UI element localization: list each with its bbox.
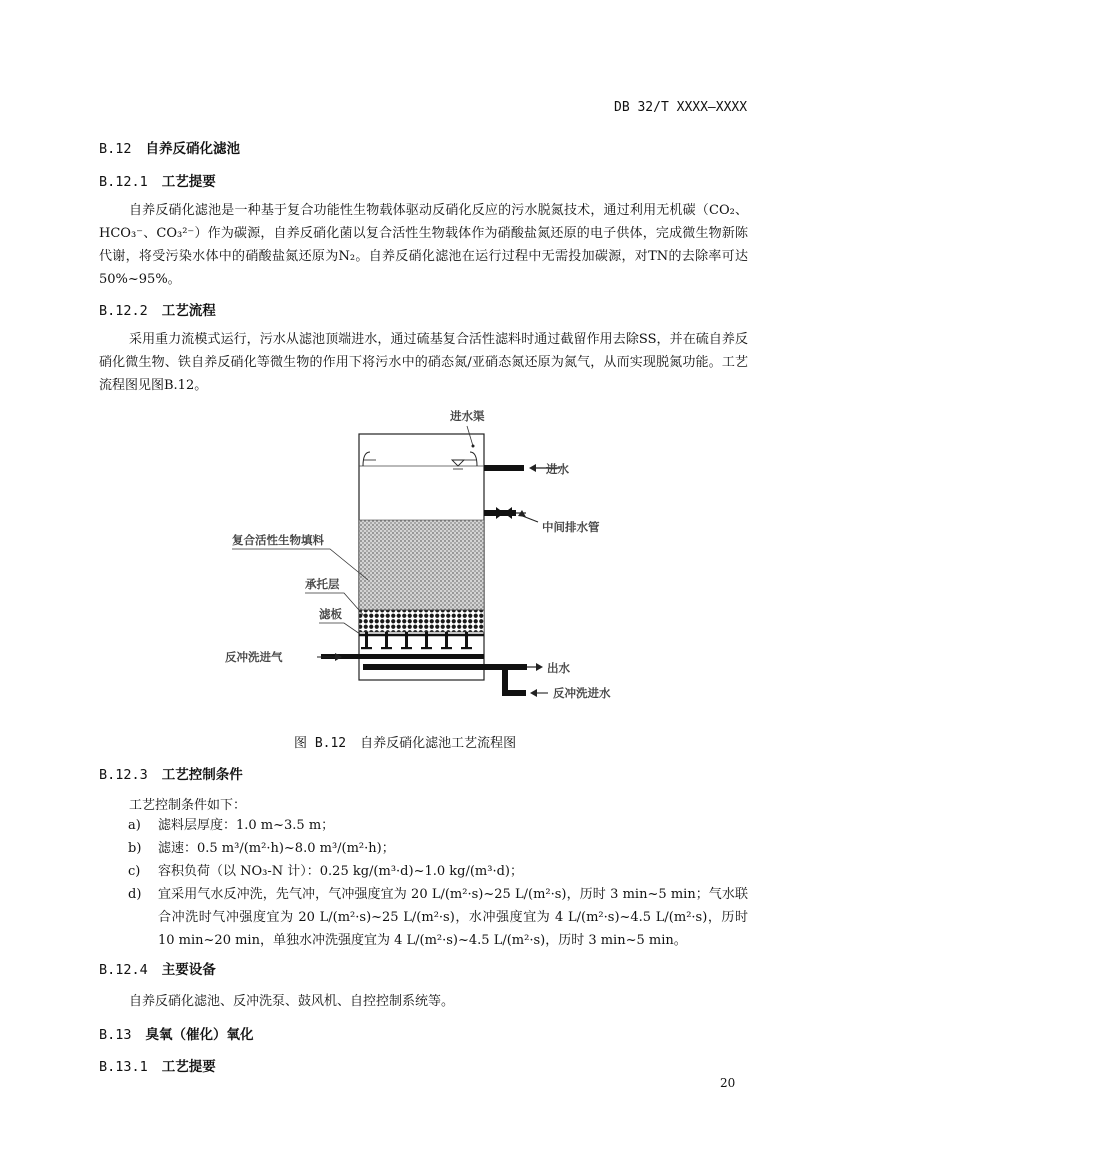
section-number: B.12.2: [99, 303, 148, 319]
backwash-air-pipe: [321, 654, 484, 659]
label-bio-media: 复合活性生物填料: [232, 533, 324, 547]
list-item: [99, 814, 748, 837]
section-b12-2-heading: [99, 299, 216, 319]
list-item-label: c): [128, 864, 141, 879]
paragraph-process-summary: 自养反硝化滤池是一种基于复合功能性生物载体驱动反硝化反应的污水脱氮技术，通过利用无机碳（CO₂、HCO₃⁻、CO₃²⁻）作为碳源，自养反硝化菌以复合活性生物载体作为硝酸盐氮还原的电子供体，完成微生物新陈代谢，将受污染水体中的硝酸盐氮还原为N₂。自养反硝化滤池在运行过程中无需投加碳源，对TN的去除率可达50%~95%。: [99, 203, 748, 287]
list-item-label: a): [128, 818, 141, 833]
label-mid-drain: 中间排水管: [542, 520, 600, 534]
section-title: 主要设备: [161, 962, 216, 978]
figure-title: 自养反硝化滤池工艺流程图: [360, 736, 517, 751]
section-title: 工艺提要: [161, 1059, 216, 1075]
paragraph-main-equipment: 自养反硝化滤池、反冲洗泵、鼓风机、自控控制系统等。: [129, 994, 455, 1009]
figure-number: 图 B.12: [294, 736, 347, 751]
section-number: B.12.3: [99, 767, 148, 783]
section-number: B.13: [99, 1027, 132, 1043]
section-b12-1-heading: [99, 170, 216, 190]
section-b12-4-heading: [99, 958, 216, 978]
section-b12-heading: [99, 137, 240, 157]
label-inlet-channel: 进水渠: [450, 409, 485, 423]
conditions-intro: 工艺控制条件如下：: [129, 798, 247, 813]
section-title: 工艺流程: [161, 303, 216, 319]
conditions-list: [99, 814, 748, 952]
list-item-text: 滤速：0.5 m³/(m²·h)~8.0 m³/(m²·h)；: [158, 841, 395, 856]
list-item-text: 宜采用气水反冲洗，先气冲，气冲强度宜为 20 L/(m²·s)~25 L/(m²·s)，历时 3 min~5 min；气水联合冲洗时气冲强度宜为 20 L/(m²·s)~25 L/(m²·s)，水冲强度宜为 4 L/(m²·s)~4.5 L/(m²·s)，历时 10 min~20 min，单独水冲洗强度宜为 4 L/(m²·s)~4.5 L/(m²·s)，历时 3 min~5 min。: [158, 887, 748, 948]
inflow-pipe: [484, 465, 524, 471]
label-backwash-water: 反冲洗进水: [553, 686, 611, 700]
list-item: [99, 837, 748, 860]
section-title: 臭氧（催化）氧化: [145, 1027, 254, 1043]
backwash-water-pipe-horiz: [502, 690, 526, 696]
filter-process-diagram: [220, 404, 640, 704]
section-number: B.13.1: [99, 1059, 148, 1075]
section-title: 工艺提要: [161, 174, 216, 190]
list-item-label: d): [128, 887, 142, 902]
section-title: 自养反硝化滤池: [145, 141, 241, 157]
list-item-text: 滤料层厚度：1.0 m~3.5 m；: [158, 818, 335, 833]
section-b13-heading: [99, 1023, 254, 1043]
section-number: B.12.1: [99, 174, 148, 190]
section-b13-1-heading: [99, 1055, 216, 1075]
list-item: [99, 860, 748, 883]
section-b12-3-heading: [99, 763, 243, 783]
section-number: B.12.4: [99, 962, 148, 978]
label-backwash-air: 反冲洗进气: [225, 650, 283, 664]
section-title: 工艺控制条件: [161, 767, 243, 783]
label-support-layer: 承托层: [305, 577, 340, 591]
label-filter-plate: 滤板: [319, 607, 342, 621]
list-item-text: 容积负荷（以 NO₃-N 计）：0.25 kg/(m³·d)~1.0 kg/(m³·d)；: [158, 864, 523, 879]
section-number: B.12: [99, 141, 132, 157]
figure-caption: [294, 732, 516, 751]
label-outflow: 出水: [547, 661, 570, 675]
page-number: 20: [720, 1076, 736, 1090]
support-layer: [359, 610, 484, 632]
document-code: DB 32/T XXXX—XXXX: [614, 100, 748, 115]
label-inflow: 进水: [546, 462, 569, 476]
bio-media-layer: [359, 520, 484, 610]
paragraph-process-flow: 采用重力流模式运行，污水从滤池顶端进水，通过硫基复合活性滤料时通过截留作用去除SS，并在硫自养反硝化微生物、铁自养反硝化等微生物的作用下将污水中的硝态氮/亚硝态氮还原为氮气，从而实现脱氮功能。工艺流程图见图B.12。: [99, 332, 748, 393]
list-item: [99, 883, 748, 952]
list-item-label: b): [128, 841, 142, 856]
